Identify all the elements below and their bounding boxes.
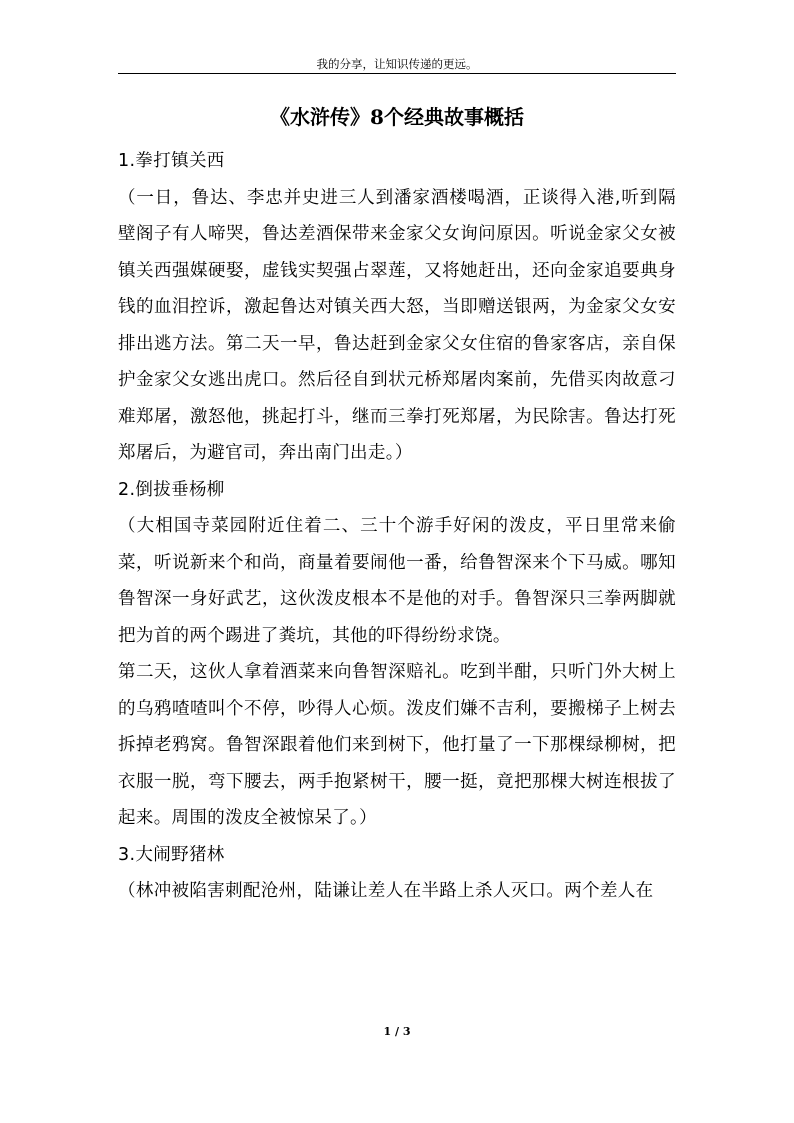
section-paragraph: （大相国寺菜园附近住着二、三十个游手好闲的泼皮，平日里常来偷菜，听说新来个和尚，商量着要闹他一番，给鲁智深来个下马威。哪知鲁智深一身好武艺，这伙泼皮根本不是他的对手。鲁智深只三拳两脚就把为首的两个踢进了粪坑，其他的吓得纷纷求饶。 bbox=[118, 516, 676, 646]
section-heading: 1.拳打镇关西 bbox=[118, 151, 225, 171]
page-number: 1 / 3 bbox=[383, 1025, 411, 1038]
header-divider bbox=[118, 73, 676, 74]
section-heading: 2.倒拔垂杨柳 bbox=[118, 479, 225, 500]
section-1 bbox=[118, 143, 676, 472]
section-paragraph: （一日，鲁达、李忠并史进三人到潘家酒楼喝酒，正谈得入港,听到隔壁阁子有人啼哭，鲁达差酒保带来金家父女询问原因。听说金家父女被镇关西强媒硬娶，虚钱实契强占翠莲，又将她赶出，还向金家追要典身钱的血泪控诉，激起鲁达对镇关西大怒，当即赠送银两，为金家父女安排出逃方法。第二天一早，鲁达赶到金家父女住宿的鲁家客店，亲自保护金家父女逃出虎口。然后径自到状元桥郑屠肉案前，先借买肉故意刁难郑屠，激怒他，挑起打斗，继而三拳打死郑屠，为民除害。鲁达打死郑屠后，为避官司，奔出南门出走。） bbox=[118, 187, 676, 463]
page-header-text: 我的分享，让知识传递的更远。 bbox=[316, 57, 478, 71]
section-2 bbox=[118, 472, 676, 837]
document-body bbox=[118, 143, 676, 910]
section-heading: 3.大闹野猪林 bbox=[118, 844, 225, 865]
section-paragraph: 第二天，这伙人拿着酒菜来向鲁智深赔礼。吃到半酣，只听门外大树上的乌鸦喳喳叫个不停，吵得人心烦。泼皮们嫌不吉利，要搬梯子上树去拆掉老鸦窝。鲁智深跟着他们来到树下，他打量了一下那棵绿柳树，把衣服一脱，弯下腰去，两手抱紧树干，腰一挺，竟把那棵大树连根拔了起来。周围的泼皮全被惊呆了。） bbox=[118, 662, 676, 828]
document-title: 《水浒传》8个经典故事概括 bbox=[270, 105, 524, 129]
section-3 bbox=[118, 837, 676, 910]
section-paragraph: （林冲被陷害刺配沧州，陆谦让差人在半路上杀人灭口。两个差人在 bbox=[118, 881, 654, 901]
